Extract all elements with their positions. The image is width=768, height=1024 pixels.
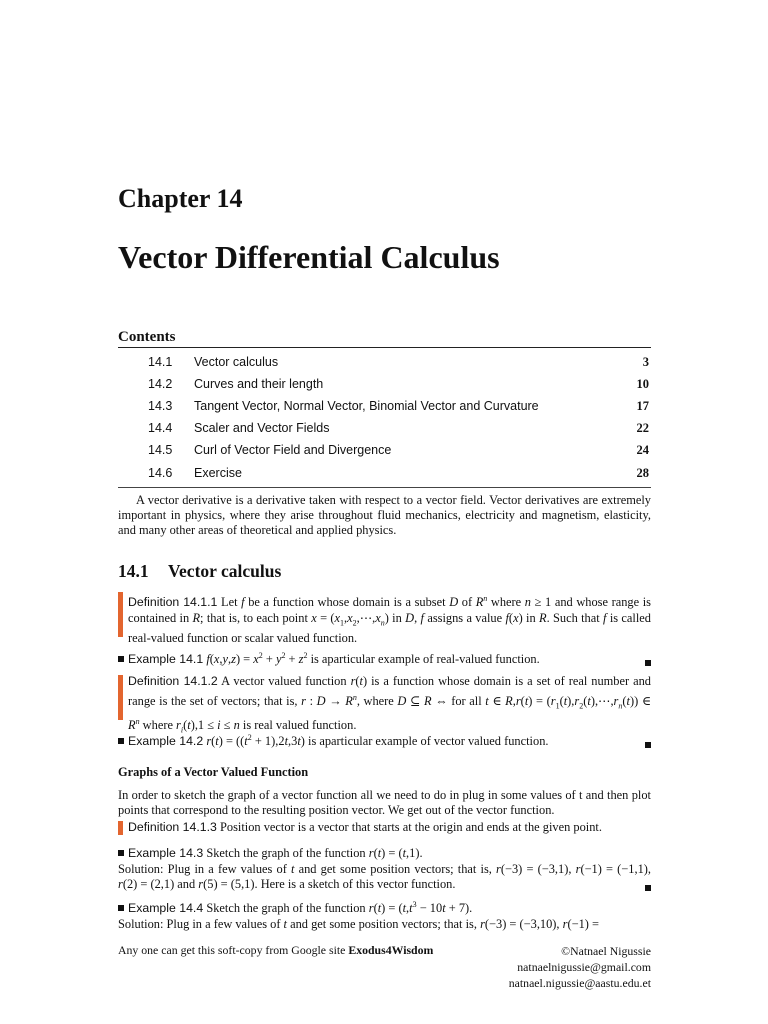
intro-paragraph: A vector derivative is a derivative taken with respect to a vector field. Vector derivatives are extremely important in physics, where they arise throughout fluid mechanics, electricity and magnetism, elasticity, and many other areas of theoretical and applied physics. [118, 493, 651, 537]
end-of-example-icon [645, 660, 651, 666]
toc-number: 14.2 [148, 377, 173, 391]
toc-number: 14.5 [148, 443, 173, 457]
example-text: is aparticular example of vector valued function. [304, 734, 549, 749]
email-link[interactable]: natnael.nigussie@aastu.edu.et [508, 976, 651, 990]
bullet-icon [118, 905, 124, 911]
toc-title: Exercise [194, 466, 242, 480]
toc-row[interactable] [118, 421, 651, 441]
example-lead: Sketch the graph of the function [206, 901, 369, 916]
example-block: Example 14.1 $f(x,y,z) = x^2 + y^2 + z^2$ is aparticular example of real-valued function. [118, 648, 651, 668]
definition-bar [118, 675, 123, 720]
definition-block [128, 820, 651, 836]
definition-label: Definition 14.1.2 [128, 674, 218, 688]
toc-page: 10 [636, 377, 649, 391]
footer-contact [509, 943, 651, 991]
example-lead: Sketch the graph of the function [206, 846, 369, 860]
example-block: Example 14.3 Sketch the graph of the function r(t) = (t,1). Solution: Plug in a few values of t and get some position vectors; that is, r(−3) = (−3,1), r(−1) = (−1,1), r(2) = (2,1) and r(5) = (5,1). Here is a sketch of this vector function. [118, 846, 652, 892]
end-of-example-icon [645, 885, 651, 891]
toc-row[interactable] [118, 466, 651, 486]
footer-note [118, 943, 433, 958]
example-label: Example 14.1 [128, 652, 204, 667]
definition-label: Definition 14.1.3 [128, 820, 217, 834]
bullet-icon [118, 850, 124, 856]
toc-row[interactable] [118, 377, 651, 397]
contents-top-rule [118, 347, 651, 348]
contents-heading: Contents [118, 329, 176, 345]
toc-page: 17 [636, 399, 649, 413]
toc-row[interactable] [118, 443, 651, 463]
toc-number: 14.1 [148, 355, 173, 369]
definition-bar [118, 592, 123, 637]
toc-page: 22 [636, 421, 649, 435]
section-heading [118, 561, 281, 582]
footer-site-link[interactable]: Exodus4Wisdom [348, 943, 434, 957]
definition-label: Definition 14.1.1 [128, 595, 218, 610]
definition-text: Position vector is a vector that starts at the origin and ends at the given point. [219, 820, 602, 834]
toc-row[interactable] [118, 355, 651, 375]
example-block: Example 14.2 $r(t) = ((t^2 + 1),2t,3t)$ is aparticular example of vector valued function. [118, 730, 651, 750]
graphs-paragraph: In order to sketch the graph of a vector function all we need to do in plug in some values of t and then plot points that correspond to the resulting position vector. We get out of the vector function. [118, 788, 651, 817]
section-title: Vector calculus [168, 561, 282, 581]
toc-title: Tangent Vector, Normal Vector, Binomial Vector and Curvature [194, 399, 539, 413]
toc-number: 14.6 [148, 466, 173, 480]
definition-block: Definition 14.1.1 Let f be a function whose domain is a subset D of $R^n$ where n ≥ 1 and whose range is contained in R; that is, to each point $x = (x_1,x_2,\cdots,x_n)$ in D, f assigns a value f(x) in R. Such that f is called real-valued function or scalar valued function. [128, 594, 651, 645]
toc-title: Vector calculus [194, 355, 279, 369]
subsection-heading: Graphs of a Vector Valued Function [118, 765, 309, 779]
bullet-icon [118, 656, 124, 662]
toc-title: Scaler and Vector Fields [194, 421, 330, 435]
section-number: 14.1 [118, 561, 149, 581]
end-of-example-icon [645, 742, 651, 748]
chapter-label: Chapter 14 [118, 184, 243, 213]
contents-bottom-rule [118, 487, 651, 488]
example-text: is aparticular example of real-valued function. [307, 652, 540, 667]
toc-page: 3 [642, 355, 649, 369]
toc-row[interactable] [118, 399, 651, 419]
toc-page: 24 [636, 443, 649, 457]
email-link[interactable]: natnaelnigussie@gmail.com [517, 960, 651, 974]
copyright-text: ©Natnael Nigussie [561, 944, 651, 958]
bullet-icon [118, 738, 124, 744]
example-label: Example 14.3 [128, 846, 204, 860]
footer-text: Any one can get this soft-copy from Google site [118, 943, 349, 957]
definition-bar [118, 821, 123, 835]
example-label: Example 14.4 [128, 901, 204, 916]
toc-title: Curl of Vector Field and Divergence [194, 443, 392, 457]
example-block: Example 14.4 Sketch the graph of the function $r(t) = (t,t^3 - 10t + 7)$. Solution: Plug in a few values of t and get some position vectors; that is, r(−3) = (−3,10), r(−1) = [118, 900, 599, 931]
definition-block: Definition 14.1.2 A vector valued function r(t) is a function whose domain is a set of real number and range is the set of vectors; that is, r : $D \to R^n$, where D ⊆ R ⇔ for all t ∈ $R,r(t) = (r_1(t),r_2(t),\cdots,r_n(t))$ ∈ $R^n$ where $r_i(t),1 \le i \le n$ is real valued function. [128, 674, 652, 735]
chapter-title: Vector Differential Calculus [118, 239, 500, 275]
toc-number: 14.4 [148, 421, 173, 435]
toc-title: Curves and their length [194, 377, 324, 391]
example-label: Example 14.2 [128, 734, 204, 749]
toc-page: 28 [636, 466, 649, 480]
toc-number: 14.3 [148, 399, 173, 413]
